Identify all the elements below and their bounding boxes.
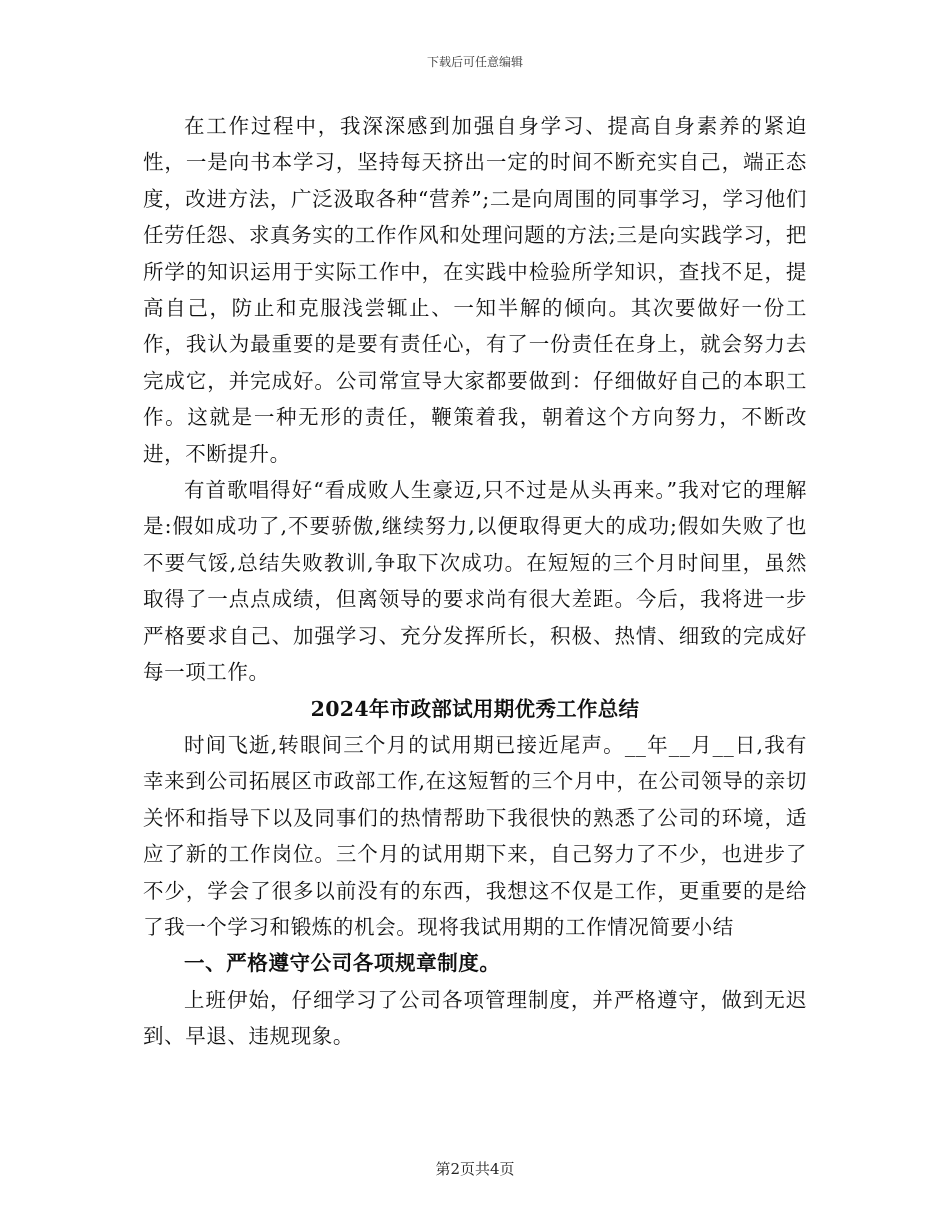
- document-body: [143, 108, 807, 1055]
- paragraph-rules: 上班伊始，仔细学习了公司各项管理制度，并严格遵守，做到无迟到、早退、违规现象。: [143, 987, 807, 1049]
- page-number: 第2页共4页: [435, 1160, 515, 1178]
- page-header-note: 下载后可任意编辑: [426, 55, 523, 69]
- subheading-rules: 一、严格遵守公司各项规章制度。: [184, 951, 501, 976]
- section-title: 2024年市政部试用期优秀工作总结: [310, 696, 640, 721]
- paragraph-intro: 时间飞逝,转眼间三个月的试用期已接近尾声。__年__月__日,我有幸来到公司拓展区市政部工作,在这短暂的三个月中，在公司领导的亲切关怀和指导下以及同事们的热情帮助下我很快的熟悉了公司的环境，适应了新的工作岗位。三个月的试用期下来，自己努力了不少，也进步了不少，学会了很多以前没有的东西，我想这不仅是工作，更重要的是给了我一个学习和锻炼的机会。现将我试用期的工作情况简要小结: [143, 732, 807, 939]
- paragraph-study: 在工作过程中，我深深感到加强自身学习、提高自身素养的紧迫性，一是向书本学习，坚持每天挤出一定的时间不断充实自己，端正态度，改进方法，广泛汲取各种“营养”;二是向周围的同事学习，学习他们任劳任怨、求真务实的工作作风和处理问题的方法;三是向实践学习，把所学的知识运用于实际工作中，在实践中检验所学知识，查找不足，提高自己，防止和克服浅尝辄止、一知半解的倾向。其次要做好一份工作，我认为最重要的是要有责任心，有了一份责任在身上，就会努力去完成它，并完成好。公司常宣导大家都要做到：仔细做好自己的本职工作。这就是一种无形的责任，鞭策着我，朝着这个方向努力，不断改进，不断提升。: [143, 114, 807, 466]
- paragraph-song: 有首歌唱得好“看成败人生豪迈,只不过是从头再来。”我对它的理解是:假如成功了,不要骄傲,继续努力,以便取得更大的成功;假如失败了也不要气馁,总结失败教训,争取下次成功。在短短的三个月时间里，虽然取得了一点点成绩，但离领导的要求尚有很大差距。今后，我将进一步严格要求自己、加强学习、充分发挥所长，积极、热情、细致的完成好每一项工作。: [143, 478, 807, 685]
